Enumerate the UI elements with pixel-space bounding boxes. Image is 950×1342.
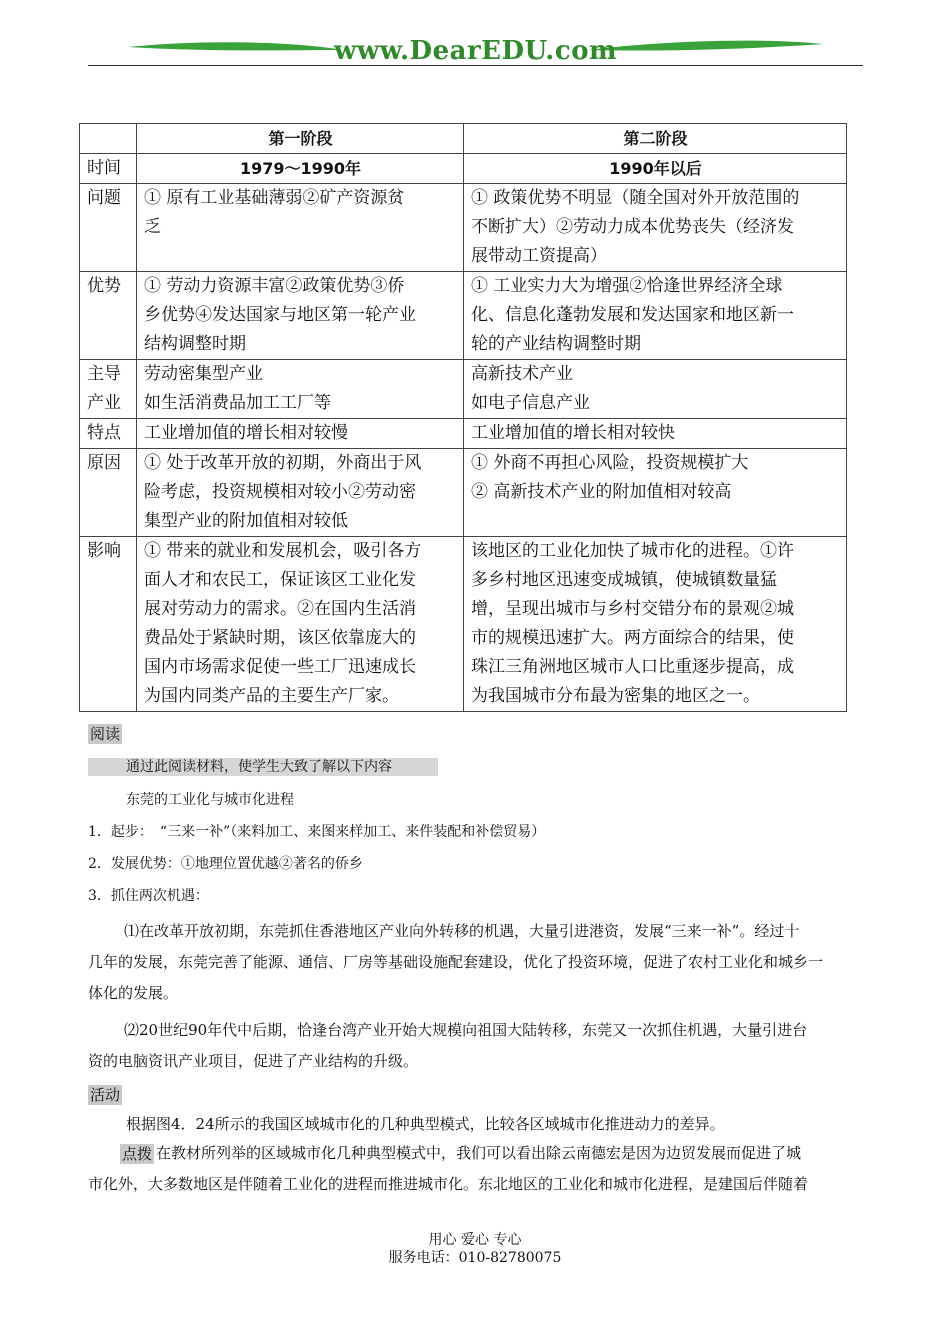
cell-text: 工业增加值的增长相对较快 [471, 423, 675, 443]
stage-two-cell [464, 154, 847, 184]
cell-text: 劳动密集型产业 [144, 364, 263, 384]
table-row [80, 272, 847, 360]
table-row [80, 419, 847, 449]
cell-text: 增，呈现出城市与乡村交错分布的景观②城 [471, 599, 794, 619]
paragraph-line: 体化的发展。 [88, 984, 179, 1002]
stage-one-cell [137, 272, 464, 360]
hint-line-2 [88, 1169, 866, 1200]
table-row [80, 184, 847, 272]
reading-title: 东莞的工业化与城市化进程 [126, 792, 294, 808]
cell-text: 特点 [87, 423, 121, 443]
reading-tag: 阅读 [90, 725, 121, 743]
cell-text: 该地区的工业化加快了城市化的进程。①许 [471, 541, 794, 561]
stage-one-cell [137, 419, 464, 449]
cell-text: 面人才和农民工，保证该区工业化发 [144, 570, 416, 590]
stage-two-cell [464, 360, 847, 419]
cell-text: 展带动工资提高） [471, 246, 607, 266]
cell-text: 不断扩大）②劳动力成本优势丧失（经济发 [471, 217, 794, 237]
cell-text: 问题 [87, 188, 121, 208]
cell-text: 展对劳动力的需求。②在国内生活消 [144, 599, 416, 619]
reading-item-2: 2．发展优势：①地理位置优越②著名的侨乡 [88, 856, 363, 872]
paragraph-line: 市化外，大多数地区是伴随着工业化的进程而推进城市化。东北地区的工业化和城市化进程，是建国后伴随着 [88, 1175, 809, 1193]
cell-text: 费品处于紧缺时期，该区依靠庞大的 [144, 628, 416, 648]
cell-text: 优势 [87, 276, 121, 296]
cell-text: 乏 [144, 217, 161, 237]
stage-one-cell [137, 184, 464, 272]
cell-text: 乡优势④发达国家与地区第一轮产业 [144, 305, 416, 325]
cell-text: 1979～1990年 [239, 159, 362, 178]
cell-text: ① 带来的就业和发展机会，吸引各方 [144, 541, 422, 561]
cell-text: 工业增加值的增长相对较慢 [144, 423, 348, 443]
cell-text: 珠江三角洲地区城市人口比重逐步提高，成 [471, 657, 794, 677]
row-label-cell [80, 154, 137, 184]
stage-one-cell [137, 360, 464, 419]
table-row [80, 360, 847, 419]
cell-text: 高新技术产业 [471, 364, 573, 384]
stage-comparison-table [79, 123, 847, 712]
stage-one-cell [137, 449, 464, 537]
paragraph-line: 资的电脑资讯产业项目，促进了产业结构的升级。 [88, 1052, 419, 1070]
page-header [88, 30, 863, 70]
cell-text: ① 原有工业基础薄弱②矿产资源贫 [144, 188, 405, 208]
row-label-cell [80, 272, 137, 360]
activity-tag: 活动 [90, 1086, 121, 1104]
row-label-cell [80, 449, 137, 537]
cell-text: 险考虑，投资规模相对较小②劳动密 [144, 482, 416, 502]
row-label-cell [80, 537, 137, 712]
stage-two-cell [464, 184, 847, 272]
hint-tag: 点拨 [122, 1145, 153, 1163]
reading-paragraph-1 [88, 916, 866, 1009]
row-label-cell [80, 419, 137, 449]
column-header: 第一阶段 [137, 124, 464, 154]
paragraph-line: 几年的发展，东莞完善了能源、通信、厂房等基础设施配套建设，优化了投资环境，促进了农村工业化和城乡一 [88, 953, 824, 971]
cell-text: 如生活消费品加工工厂等 [144, 393, 331, 413]
cell-text: ① 外商不再担心风险，投资规模扩大 [471, 453, 749, 473]
cell-text: 市的规模迅速扩大。两方面综合的结果，使 [471, 628, 794, 648]
row-label-cell [80, 360, 137, 419]
stage-one-cell [137, 537, 464, 712]
reading-item-1: 1．起步： “三来一补”（来料加工、来图来样加工、来件装配和补偿贸易） [88, 824, 546, 840]
cell-text: 1990年以后 [609, 159, 702, 178]
cell-text: 主导 [87, 364, 121, 384]
column-header [80, 124, 137, 154]
header-rule [88, 65, 863, 66]
cell-text: 时间 [87, 158, 121, 178]
cell-text: 化、信息化蓬勃发展和发达国家和地区新一 [471, 305, 794, 325]
cell-text: ① 劳动力资源丰富②政策优势③侨 [144, 276, 405, 296]
cell-text: 如电子信息产业 [471, 393, 590, 413]
reading-paragraph-2 [88, 1015, 866, 1077]
table-row [80, 449, 847, 537]
cell-text: 为国内同类产品的主要生产厂家。 [144, 686, 399, 706]
table-row [80, 537, 847, 712]
footer-phone: 服务电话：010-82780075 [388, 1250, 562, 1266]
site-logo[interactable]: www.DearEDU.com [333, 36, 618, 66]
cell-text: 为我国城市分布最为密集的地区之一。 [471, 686, 760, 706]
paragraph-line: ⑵20世纪90年代中后期，恰逢台湾产业开始大规模向祖国大陆转移，东莞又一次抓住机遇，大量引进台 [124, 1021, 808, 1039]
table-header-row [80, 124, 847, 154]
cell-text: ② 高新技术产业的附加值相对较高 [471, 482, 732, 502]
paragraph-line: ⑴在改革开放初期，东莞抓住香港地区产业向外转移的机遇，大量引进港资，发展“三来一补”。经过十 [124, 922, 800, 940]
cell-text: 多乡村地区迅速变成城镇，使城镇数量猛 [471, 570, 777, 590]
cell-text: 结构调整时期 [144, 334, 246, 354]
paragraph-line: 在教材所列举的区域城市化几种典型模式中，我们可以看出除云南德宏是因为边贸发展而促进了城 [156, 1144, 802, 1162]
column-header: 第二阶段 [464, 124, 847, 154]
stage-two-cell [464, 449, 847, 537]
stage-one-cell [137, 154, 464, 184]
cell-text: 影响 [87, 541, 121, 561]
table-row [80, 154, 847, 184]
cell-text: 轮的产业结构调整时期 [471, 334, 641, 354]
cell-text: ① 处于改革开放的初期，外商出于风 [144, 453, 422, 473]
cell-text: ① 工业实力大为增强②恰逢世界经济全球 [471, 276, 783, 296]
stage-two-cell [464, 272, 847, 360]
cell-text: 集型产业的附加值相对较低 [144, 511, 348, 531]
cell-text: 原因 [87, 453, 121, 473]
stage-two-cell [464, 537, 847, 712]
reading-intro: 通过此阅读材料，使学生大致了解以下内容 [126, 759, 392, 775]
reading-item-3: 3．抓住两次机遇： [88, 888, 209, 904]
activity-text: 根据图4．24所示的我国区域城市化的几种典型模式，比较各区域城市化推进动力的差异。 [126, 1115, 725, 1133]
stage-two-cell [464, 419, 847, 449]
footer-slogan: 用心 爱心 专心 [428, 1232, 522, 1248]
cell-text: ① 政策优势不明显（随全国对外开放范围的 [471, 188, 800, 208]
cell-text: 国内市场需求促使一些工厂迅速成长 [144, 657, 416, 677]
hint-line-1 [156, 1138, 866, 1169]
cell-text: 产业 [87, 393, 121, 413]
row-label-cell [80, 184, 137, 272]
